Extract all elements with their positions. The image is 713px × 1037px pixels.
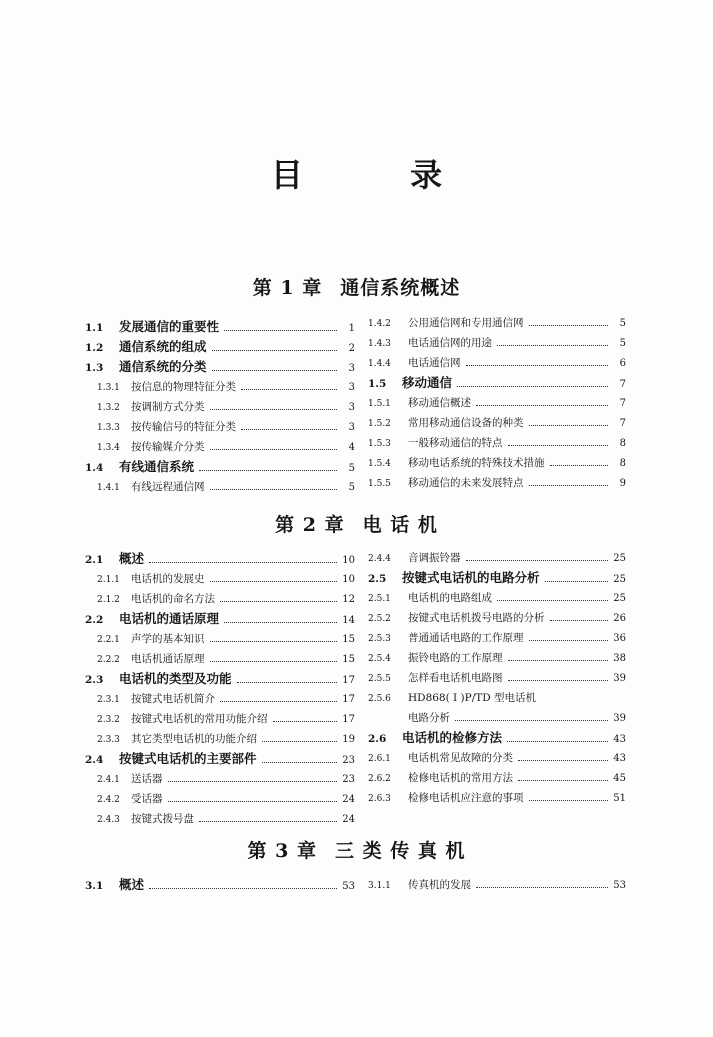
toc-entry[interactable]: [368, 413, 626, 433]
toc-entry-number: 2.3.3: [97, 735, 120, 745]
leader-dots: [210, 489, 338, 490]
toc-entry-title: 检修电话机应注意的事项: [408, 792, 524, 804]
toc-entry-title: 有线远程通信网: [131, 481, 205, 493]
toc-entry-title: 传真机的发展: [408, 879, 471, 891]
toc-entry-number: 2.2.1: [97, 635, 120, 645]
toc-entry-number: 3.1: [85, 880, 104, 892]
toc-entry-number: 1.3: [85, 362, 104, 374]
toc-entry-title: 电话机的电路组成: [408, 592, 492, 604]
chapter-title: 电 话 机: [362, 514, 438, 536]
leader-dots: [212, 350, 337, 351]
toc-entry-page: 5: [348, 463, 355, 474]
toc-entry-number: 2.1.2: [97, 595, 120, 605]
toc-entry[interactable]: [368, 608, 626, 628]
toc-entry-page: 10: [342, 555, 355, 566]
toc-entry-page: 23: [342, 755, 355, 766]
toc-entry[interactable]: [85, 875, 355, 895]
toc-entry-number: 1.3.1: [97, 383, 120, 393]
toc-entry-title: 声学的基本知识: [131, 633, 205, 645]
toc-entry-title: 电话机的命名方法: [131, 593, 215, 605]
toc-entry-number: 1.3.2: [97, 403, 120, 413]
toc-entry-page: 10: [342, 574, 355, 585]
toc-entry[interactable]: [85, 709, 355, 729]
leader-dots: [529, 325, 609, 326]
toc-entry-page: 3: [348, 363, 355, 374]
leader-dots: [545, 581, 608, 582]
leader-dots: [224, 622, 337, 623]
leader-dots: [273, 721, 338, 722]
toc-entry-page: 39: [613, 713, 626, 724]
toc-entry-number: 2.4.4: [368, 554, 391, 564]
toc-entry-number: 2.5: [368, 573, 387, 585]
toc-entry[interactable]: [85, 689, 355, 709]
toc-entry-number: 2.4.2: [97, 795, 120, 805]
leader-dots: [508, 660, 609, 661]
toc-entry-page: 7: [619, 418, 626, 429]
chapter-2-heading: [0, 510, 713, 537]
toc-entry-page: 2: [348, 343, 355, 354]
toc-entry[interactable]: [85, 397, 355, 417]
toc-entry[interactable]: [85, 809, 355, 829]
toc-entry-page: 8: [619, 438, 626, 449]
toc-entry-page: 4: [348, 442, 355, 453]
toc-entry-number: 2.3.2: [97, 715, 120, 725]
leader-dots: [212, 370, 337, 371]
toc-entry-title: 发展通信的重要性: [119, 319, 220, 334]
toc-entry-page: 25: [613, 553, 626, 564]
chapter-title: 通信系统概述: [340, 277, 461, 299]
toc-entry[interactable]: [85, 589, 355, 609]
toc-entry-title: 按键式电话机的电路分析: [402, 570, 540, 585]
toc-entry-number: 1.4: [85, 462, 104, 474]
leader-dots: [529, 640, 609, 641]
leader-dots: [476, 887, 608, 888]
toc-entry-page: 53: [613, 880, 626, 891]
toc-entry-page: 6: [619, 358, 626, 369]
toc-entry-number: 1.5.4: [368, 459, 391, 469]
chapter-1-right-column: [368, 313, 626, 493]
toc-entry-title: 电话机的通话原理: [119, 611, 220, 626]
toc-entry-number: 2.2.2: [97, 655, 120, 665]
toc-entry-number: 2.6: [368, 733, 387, 745]
toc-entry-page: 3: [348, 402, 355, 413]
toc-entry-number: 1.4.2: [368, 319, 391, 329]
leader-dots: [455, 720, 608, 721]
leader-dots: [168, 781, 338, 782]
chapter-1-heading: [0, 273, 713, 300]
chapter-title: 三 类 传 真 机: [334, 840, 466, 862]
toc-entry[interactable]: [368, 568, 626, 588]
toc-entry-page: 7: [619, 379, 626, 390]
toc-entry-number: 2.5.4: [368, 654, 391, 664]
toc-entry-number: 1.5.5: [368, 479, 391, 489]
toc-entry-page: 14: [342, 615, 355, 626]
toc-entry-title: 按键式电话机拨号电路的分析: [408, 612, 545, 624]
toc-entry-title: 电话通信网: [408, 357, 461, 369]
toc-entry-title: 电话机的类型及功能: [119, 671, 232, 686]
toc-entry[interactable]: [85, 477, 355, 497]
toc-entry-number: 2.5.1: [368, 594, 391, 604]
toc-entry-number: 2.3.1: [97, 695, 120, 705]
toc-entry-title: 移动通信: [402, 375, 453, 390]
toc-entry-page: 5: [348, 482, 355, 493]
toc-entry[interactable]: [368, 588, 626, 608]
leader-dots: [149, 562, 337, 563]
toc-entry[interactable]: [368, 668, 626, 688]
toc-entry-title: 移动通信概述: [408, 397, 471, 409]
toc-entry[interactable]: [85, 569, 355, 589]
toc-entry[interactable]: [368, 648, 626, 668]
leader-dots: [210, 661, 338, 662]
toc-entry-number: 1.5: [368, 378, 387, 390]
toc-entry-title: 一般移动通信的特点: [408, 437, 503, 449]
toc-entry-title: 按信息的物理特征分类: [131, 381, 236, 393]
toc-entry-page: 36: [613, 633, 626, 644]
toc-entry-title: 受话器: [131, 793, 163, 805]
toc-entry[interactable]: [85, 457, 355, 477]
toc-entry[interactable]: [85, 317, 355, 337]
toc-entry-page: 17: [342, 675, 355, 686]
toc-entry[interactable]: [85, 649, 355, 669]
toc-entry[interactable]: [85, 417, 355, 437]
toc-entry-title: 概述: [119, 551, 145, 566]
toc-entry-number: 1.2: [85, 342, 104, 354]
toc-entry-number: 1.4.4: [368, 359, 391, 369]
toc-entry-page: 38: [613, 653, 626, 664]
toc-entry[interactable]: [85, 629, 355, 649]
leader-dots: [149, 888, 337, 889]
chapter-3-left-column: [85, 875, 355, 895]
toc-entry-page: 7: [619, 398, 626, 409]
toc-entry-page: 15: [342, 634, 355, 645]
toc-entry-page: 43: [613, 734, 626, 745]
chapter-3-heading: [0, 836, 713, 863]
toc-entry[interactable]: [368, 333, 626, 353]
leader-dots: [518, 780, 608, 781]
toc-entry-title: 概述: [119, 877, 145, 892]
toc-entry-title: 电话机通话原理: [131, 653, 205, 665]
toc-entry[interactable]: [85, 337, 355, 357]
toc-entry[interactable]: [368, 748, 626, 768]
toc-entry-number: 2.5.5: [368, 674, 391, 684]
toc-entry[interactable]: [368, 728, 626, 748]
chapter-number: 第 2 章: [275, 514, 345, 536]
toc-entry-number: 2.6.3: [368, 794, 391, 804]
leader-dots: [168, 801, 338, 802]
toc-entry-title: 按键式电话机的主要部件: [119, 751, 257, 766]
toc-entry-page: 12: [342, 594, 355, 605]
toc-entry[interactable]: [368, 453, 626, 473]
toc-entry-number: 1.3.3: [97, 423, 120, 433]
toc-entry-title: 电话通信网的用途: [408, 337, 492, 349]
toc-entry[interactable]: [368, 473, 626, 493]
leader-dots: [210, 641, 338, 642]
toc-entry-page: 51: [613, 793, 626, 804]
toc-entry[interactable]: [85, 609, 355, 629]
toc-entry-number: 1.4.3: [368, 339, 391, 349]
toc-entry[interactable]: [368, 688, 626, 708]
toc-entry-number: 2.6.1: [368, 754, 391, 764]
toc-entry-title: 常用移动通信设备的种类: [408, 417, 524, 429]
toc-entry-page: 5: [619, 338, 626, 349]
toc-entry-title: 按调制方式分类: [131, 401, 205, 413]
toc-entry-title: HD868( Ⅰ )P/TD 型电话机: [408, 692, 536, 704]
toc-entry-number: 1.1: [85, 322, 104, 334]
leader-dots: [466, 560, 609, 561]
toc-entry-page: 24: [342, 794, 355, 805]
leader-dots: [237, 682, 337, 683]
leader-dots: [199, 470, 337, 471]
toc-entry[interactable]: [85, 749, 355, 769]
leader-dots: [541, 700, 608, 701]
leader-dots: [550, 465, 609, 466]
toc-entry[interactable]: [85, 729, 355, 749]
chapter-number: 第 1 章: [252, 277, 323, 299]
leader-dots: [497, 600, 608, 601]
leader-dots: [508, 680, 609, 681]
toc-entry-title: 送话器: [131, 773, 163, 785]
toc-entry-page: 5: [619, 318, 626, 329]
toc-entry-page: 17: [342, 714, 355, 725]
chapter-1-left-column: [85, 317, 355, 497]
toc-entry-page: 8: [619, 458, 626, 469]
leader-dots: [241, 429, 337, 430]
toc-entry-title: 按键式拨号盘: [131, 813, 194, 825]
toc-entry-page: 53: [342, 881, 355, 892]
chapter-2-left-column: [85, 549, 355, 829]
leader-dots: [497, 345, 608, 346]
toc-entry-title: 普通通话电路的工作原理: [408, 632, 524, 644]
toc-entry-number: 2.4.1: [97, 775, 120, 785]
toc-entry-number: 1.4.1: [97, 483, 120, 493]
toc-entry-title: 按键式电话机的常用功能介绍: [131, 713, 268, 725]
toc-entry-title: 按键式电话机简介: [131, 693, 215, 705]
toc-entry[interactable]: [368, 313, 626, 333]
toc-entry-page: 43: [613, 753, 626, 764]
toc-entry-page: 17: [342, 694, 355, 705]
leader-dots: [529, 485, 609, 486]
leader-dots: [220, 701, 337, 702]
toc-entry-number: 2.3: [85, 674, 104, 686]
toc-entry-title: 电路分析: [408, 712, 450, 724]
leader-dots: [466, 365, 609, 366]
leader-dots: [550, 620, 609, 621]
toc-entry-page: 39: [613, 673, 626, 684]
toc-entry-number: 1.5.2: [368, 419, 391, 429]
toc-entry[interactable]: [85, 357, 355, 377]
toc-entry-page: 3: [348, 382, 355, 393]
toc-entry[interactable]: [85, 669, 355, 689]
toc-entry-page: 24: [342, 814, 355, 825]
toc-entry-title: 移动通信的未来发展特点: [408, 477, 524, 489]
toc-entry-title: 有线通信系统: [119, 459, 195, 474]
leader-dots: [529, 800, 609, 801]
toc-entry[interactable]: [85, 789, 355, 809]
toc-entry-title: 电话机常见故障的分类: [408, 752, 513, 764]
toc-entry-number: 1.3.4: [97, 443, 120, 453]
toc-entry-page: 26: [613, 613, 626, 624]
toc-entry-title: 检修电话机的常用方法: [408, 772, 513, 784]
chapter-2-right-column: [368, 548, 626, 808]
toc-entry-number: 2.2: [85, 614, 104, 626]
toc-entry[interactable]: [85, 769, 355, 789]
leader-dots: [476, 405, 608, 406]
leader-dots: [262, 741, 337, 742]
toc-entry[interactable]: [85, 437, 355, 457]
toc-entry[interactable]: [368, 708, 626, 728]
toc-entry-title: 公用通信网和专用通信网: [408, 317, 524, 329]
page-title: 目 录: [270, 156, 491, 194]
leader-dots: [210, 449, 338, 450]
chapter-number: 第 3 章: [247, 840, 317, 862]
toc-entry-title: 按传输信号的特征分类: [131, 421, 236, 433]
toc-entry-number: 2.6.2: [368, 774, 391, 784]
toc-entry-page: 15: [342, 654, 355, 665]
toc-entry-title: 音调振铃器: [408, 552, 461, 564]
toc-entry-number: 2.5.2: [368, 614, 391, 624]
leader-dots: [508, 445, 609, 446]
leader-dots: [224, 330, 337, 331]
leader-dots: [210, 581, 338, 582]
toc-entry[interactable]: [368, 373, 626, 393]
toc-entry-page: 45: [613, 773, 626, 784]
toc-entry-number: 2.1.1: [97, 575, 120, 585]
toc-entry[interactable]: [368, 393, 626, 413]
toc-entry-number: 2.5.6: [368, 694, 391, 704]
toc-entry-title: 电话机的发展史: [131, 573, 205, 585]
toc-entry-page: 9: [619, 478, 626, 489]
leader-dots: [457, 386, 608, 387]
toc-entry-title: 怎样看电话机电路图: [408, 672, 503, 684]
toc-entry-title: 移动电话系统的特殊技术措施: [408, 457, 545, 469]
leader-dots: [199, 821, 337, 822]
leader-dots: [220, 601, 337, 602]
toc-entry-number: 2.5.3: [368, 634, 391, 644]
toc-entry-page: 3: [348, 422, 355, 433]
toc-entry-title: 按传输媒介分类: [131, 441, 205, 453]
toc-entry-title: 其它类型电话机的功能介绍: [131, 733, 257, 745]
toc-entry-page: 1: [348, 323, 355, 334]
toc-entry[interactable]: [368, 353, 626, 373]
toc-entry-number: 1.5.3: [368, 439, 391, 449]
toc-entry-title: 通信系统的组成: [119, 339, 207, 354]
leader-dots: [262, 762, 337, 763]
leader-dots: [241, 389, 337, 390]
toc-entry[interactable]: [368, 788, 626, 808]
toc-entry-title: 振铃电路的工作原理: [408, 652, 503, 664]
toc-entry-page: 23: [342, 774, 355, 785]
toc-entry-page: 25: [613, 574, 626, 585]
toc-entry[interactable]: [368, 768, 626, 788]
leader-dots: [529, 425, 609, 426]
toc-entry-page: 25: [613, 593, 626, 604]
leader-dots: [518, 760, 608, 761]
toc-entry[interactable]: [368, 875, 626, 895]
toc-entry[interactable]: [368, 628, 626, 648]
toc-entry[interactable]: [85, 549, 355, 569]
toc-entry[interactable]: [368, 433, 626, 453]
chapter-3-right-column: [368, 875, 626, 895]
toc-entry-title: 通信系统的分类: [119, 359, 207, 374]
leader-dots: [507, 741, 608, 742]
toc-entry-page: 19: [342, 734, 355, 745]
toc-entry-number: 2.4: [85, 754, 104, 766]
toc-entry[interactable]: [368, 548, 626, 568]
toc-entry[interactable]: [85, 377, 355, 397]
toc-entry-number: 2.4.3: [97, 815, 120, 825]
toc-entry-number: 3.1.1: [368, 881, 391, 891]
leader-dots: [210, 409, 338, 410]
toc-entry-title: 电话机的检修方法: [402, 730, 503, 745]
toc-entry-number: 2.1: [85, 554, 104, 566]
toc-entry-number: 1.5.1: [368, 399, 391, 409]
